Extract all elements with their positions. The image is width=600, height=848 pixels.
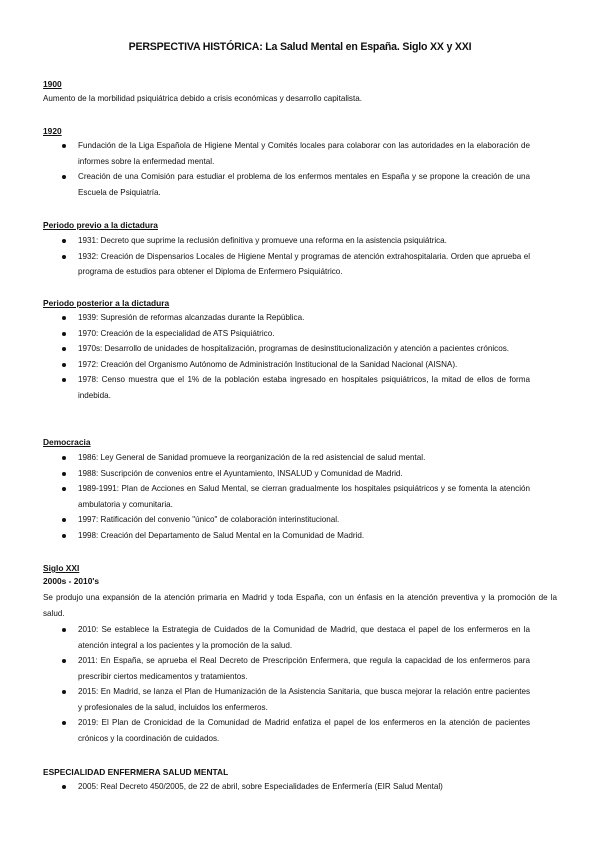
list-item: 1970s: Desarrollo de unidades de hospitalización, programas de desinstitucionalización y atención a pacientes crónicos.	[0, 341, 530, 357]
bullet-icon	[62, 175, 66, 179]
bullet-icon	[62, 534, 66, 538]
bullet-icon	[62, 690, 66, 694]
bullet-icon	[62, 239, 66, 243]
bullet-icon	[62, 472, 66, 476]
heading-periodo-posterior: Periodo posterior a la dictadura	[43, 298, 170, 308]
heading-democracia: Democracia	[43, 437, 91, 447]
list-periodo-previo	[0, 233, 600, 280]
list-item: 1989-1991: Plan de Acciones en Salud Mental, se cierran gradualmente los hospitales psiquiátricos y se fomenta la atención ambulatoria y comunitaria.	[0, 481, 530, 512]
heading-1920: 1920	[43, 126, 62, 136]
list-item: Creación de una Comisión para estudiar el problema de los enfermos mentales en España y se propone la creación de una Escuela de Psiquiatría.	[0, 169, 530, 200]
list-item: 2010: Se establece la Estrategia de Cuidados de la Comunidad de Madrid, que destaca el papel de los enfermeros en la atención integral a los pacientes y la promoción de la salud.	[0, 622, 530, 653]
list-item: 1970: Creación de la especialidad de ATS Psiquiátrico.	[0, 326, 530, 342]
bullet-icon	[62, 332, 66, 336]
list-item: 2005: Real Decreto 450/2005, de 22 de abril, sobre Especialidades de Enfermería (EIR Salud Mental)	[0, 779, 530, 795]
list-item: 2019: El Plan de Cronicidad de la Comunidad de Madrid enfatiza el papel de los enfermeros en la atención de pacientes crónicos y la coordinación de cuidados.	[0, 715, 530, 746]
heading-1900: 1900	[43, 79, 62, 89]
bullet-icon	[62, 144, 66, 148]
list-democracia	[0, 450, 600, 543]
list-especialidad	[0, 779, 600, 795]
bullet-icon	[62, 721, 66, 725]
bullet-icon	[62, 255, 66, 259]
heading-periodo-previo: Periodo previo a la dictadura	[43, 220, 158, 230]
bullet-icon	[62, 487, 66, 491]
list-item: 2015: En Madrid, se lanza el Plan de Humanización de la Asistencia Sanitaria, que busca mejorar la relación entre pacientes y profesionales de la salud, incluidos los enfermeros.	[0, 684, 530, 715]
list-item: Fundación de la Liga Española de Higiene Mental y Comités locales para colaborar con las autoridades en la elaboración de informes sobre la enfermedad mental.	[0, 138, 530, 169]
list-item: 1988: Suscripción de convenios entre el Ayuntamiento, INSALUD y Comunidad de Madrid.	[0, 466, 530, 482]
list-item: 1939: Supresión de reformas alcanzadas durante la República.	[0, 310, 530, 326]
bullet-icon	[62, 363, 66, 367]
list-item: 2011: En España, se aprueba el Real Decreto de Prescripción Enfermera, que regula la capacidad de los enfermeros para prescribir ciertos medicamentos y tratamientos.	[0, 653, 530, 684]
list-siglo-xxi	[0, 622, 600, 746]
list-item: 1998: Creación del Departamento de Salud Mental en la Comunidad de Madrid.	[0, 528, 530, 544]
bullet-icon	[62, 347, 66, 351]
bullet-icon	[62, 456, 66, 460]
bullet-icon	[62, 316, 66, 320]
list-item: 1978: Censo muestra que el 1% de la población estaba ingresado en hospitales psiquiátricos, la mitad de ellos de forma indebida.	[0, 372, 530, 403]
list-1920	[0, 138, 600, 200]
bullet-icon	[62, 378, 66, 382]
heading-especialidad: ESPECIALIDAD ENFERMERA SALUD MENTAL	[43, 767, 229, 777]
page-title: PERSPECTIVA HISTÓRICA: La Salud Mental en España. Siglo XX y XXI	[128, 41, 472, 53]
list-item: 1932: Creación de Dispensarios Locales de Higiene Mental y programas de atención extrahospitalaria. Orden que aprueba el programa de estudios para obtener el Diploma de Enfermero Psiquiátrico.	[0, 249, 530, 280]
paragraph-1900: Aumento de la morbilidad psiquiátrica debido a crisis económicas y desarrollo capitalista.	[43, 94, 362, 103]
list-item: 1997: Ratificación del convenio "único" de colaboración interinstitucional.	[0, 512, 530, 528]
bullet-icon	[62, 659, 66, 663]
heading-siglo-xxi: Siglo XXI	[43, 563, 80, 573]
subheading-2000s: 2000s - 2010's	[43, 576, 100, 586]
list-item: 1986: Ley General de Sanidad promueve la reorganización de la red asistencial de salud mental.	[0, 450, 530, 466]
list-periodo-posterior	[0, 310, 600, 403]
bullet-icon	[62, 785, 66, 789]
list-item: 1972: Creación del Organismo Autónomo de Administración Institucional de la Sanidad Nacional (AISNA).	[0, 357, 530, 373]
list-item: 1931: Decreto que suprime la reclusión definitiva y promueve una reforma en la asistencia psiquiátrica.	[0, 233, 530, 249]
paragraph-siglo-xxi: Se produjo una expansión de la atención primaria en Madrid y toda España, con un énfasis en la atención preventiva y la promoción de la salud.	[43, 593, 557, 618]
bullet-icon	[62, 518, 66, 522]
bullet-icon	[62, 628, 66, 632]
